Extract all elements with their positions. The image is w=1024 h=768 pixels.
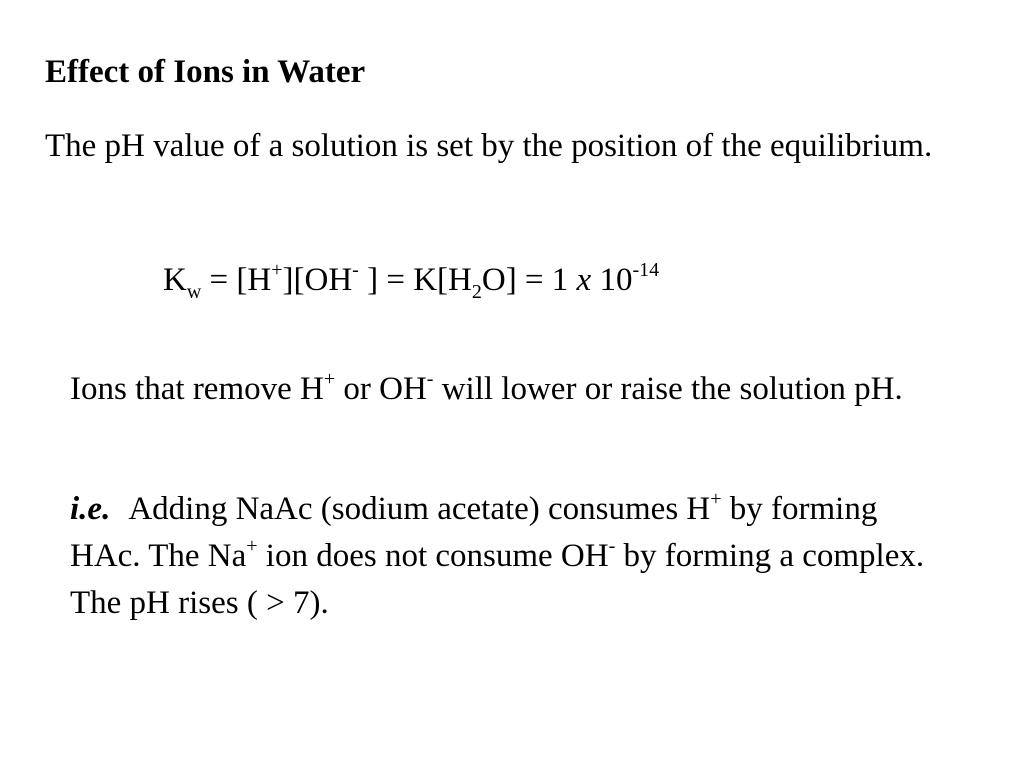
ions-oh-charge: -: [426, 368, 434, 390]
example-text-1: Adding NaAc (sodium acetate) consumes H: [128, 491, 711, 527]
ie-label: i.e.: [70, 491, 111, 527]
eq-k: K: [163, 262, 187, 298]
eq-part-2: ] = K[H: [358, 262, 472, 298]
eq-times-x: x: [576, 262, 592, 298]
slide-title: Effect of Ions in Water: [45, 54, 366, 90]
example-h-charge: +: [710, 488, 722, 510]
example-paragraph: [70, 486, 950, 627]
example-text-2: by forming HAc. The Na: [70, 491, 878, 574]
example-text-4: by forming a complex. The pH rises ( > 7).: [70, 538, 925, 621]
eq-part-3: O] = 1: [481, 262, 577, 298]
eq-h-charge: +: [271, 259, 283, 281]
eq-ten: 10: [591, 262, 633, 298]
example-oh-charge: -: [608, 535, 616, 557]
ions-text-1: Ions that remove H: [70, 371, 324, 407]
example-text-3: ion does not consume OH: [257, 538, 609, 574]
ions-text-2: or OH: [335, 371, 427, 407]
intro-paragraph: The pH value of a solution is set by the position of the equilibrium.: [45, 128, 933, 164]
ions-text-3: will lower or raise the solution pH.: [433, 371, 903, 407]
eq-h2-subscript: 2: [471, 281, 482, 303]
eq-exponent: -14: [632, 259, 660, 281]
eq-oh-charge: -: [352, 259, 359, 281]
kw-equation: [163, 258, 659, 302]
example-na-charge: +: [246, 535, 258, 557]
eq-part-oh: ][OH: [282, 262, 353, 298]
eq-k-subscript: w: [186, 281, 202, 303]
ions-h-charge: +: [323, 368, 336, 390]
ions-paragraph: [70, 366, 950, 413]
eq-part-1: = [H: [201, 262, 272, 298]
